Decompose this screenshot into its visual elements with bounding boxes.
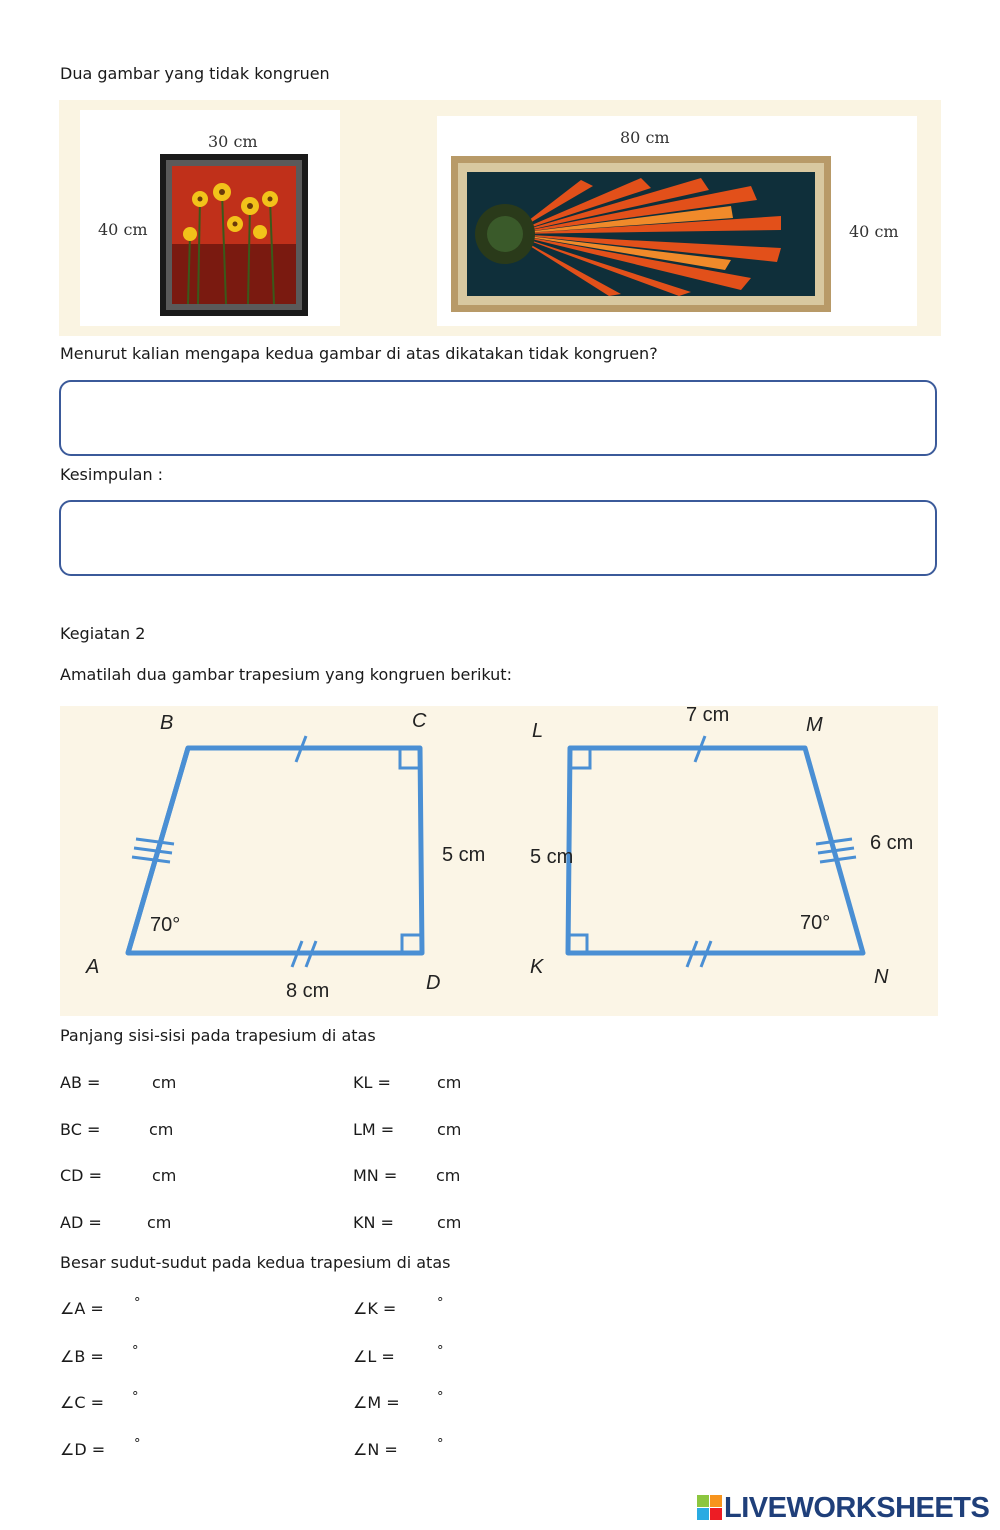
small-painting-card [80,110,340,326]
large-painting-width: 80 cm [620,128,670,147]
small-painting-height: 40 cm [98,220,148,239]
right-angle-d [402,935,421,953]
vertex-c: C [412,710,427,732]
logo-text: LIVEWORKSHEETS [724,1491,990,1524]
side-ad-unit: cm [147,1213,172,1232]
side-mn-unit: cm [436,1166,461,1185]
large-painting-height: 40 cm [849,222,899,241]
angle-a-unit: ° [134,1296,141,1311]
angles-heading: Besar sudut-sudut pada kedua trapesium di atas [60,1253,451,1272]
angle-n-field-label: ∠N = [353,1440,398,1459]
side-kn-unit: cm [437,1213,462,1232]
liveworksheets-logo [697,1490,989,1526]
side-bc-label: BC = [60,1120,101,1139]
large-painting-card [437,116,917,326]
side-cd-label: 5 cm [442,844,486,866]
conclusion-label: Kesimpulan : [60,465,164,484]
side-lm-unit: cm [437,1120,462,1139]
answer-field-reason[interactable] [59,380,937,456]
side-ab-label: AB = [60,1073,101,1092]
angle-m-unit: ° [437,1390,444,1405]
side-mn-label: 6 cm [870,832,914,854]
angle-d-unit: ° [134,1437,141,1452]
side-ad-label: 8 cm [286,980,330,1002]
side-kl-label: 5 cm [530,846,574,868]
angle-m-field-label: ∠M = [353,1393,400,1412]
angle-n-label: 70° [800,912,831,934]
side-kl-field-label: KL = [353,1073,391,1092]
side-ad-field-label: AD = [60,1213,102,1232]
angle-l-unit: ° [437,1344,444,1359]
side-bc-unit: cm [149,1120,174,1139]
sides-heading: Panjang sisi-sisi pada trapesium di atas [60,1026,376,1045]
side-mn-field-label: MN = [353,1166,398,1185]
vertex-m: M [806,714,823,736]
angle-c-unit: ° [132,1390,139,1405]
side-ab-unit: cm [152,1073,177,1092]
answer-field-conclusion[interactable] [59,500,937,576]
activity-title: Kegiatan 2 [60,624,146,643]
vertex-b: B [160,712,174,734]
right-angle-k [568,935,587,953]
angle-b-unit: ° [132,1344,139,1359]
angle-n-unit: ° [437,1437,444,1452]
right-angle-c [400,748,420,768]
trapezoid-diagram [60,706,938,1016]
side-cd-unit: cm [152,1166,177,1185]
vertex-d: D [426,972,441,994]
angle-c-field-label: ∠C = [60,1393,105,1412]
vertex-k: K [530,956,544,978]
vertex-l: L [532,720,544,742]
angle-a-label: 70° [150,914,181,936]
large-painting-image [451,156,831,312]
side-kn-field-label: KN = [353,1213,394,1232]
vertex-n: N [874,966,889,988]
right-angle-l [570,748,590,768]
section-heading: Dua gambar yang tidak kongruen [60,64,330,83]
angle-b-field-label: ∠B = [60,1347,104,1366]
activity-instruction: Amatilah dua gambar trapesium yang kongruen berikut: [60,665,512,684]
angle-d-field-label: ∠D = [60,1440,106,1459]
paintings-panel [59,100,941,336]
angle-k-unit: ° [437,1296,444,1311]
question-text: Menurut kalian mengapa kedua gambar di atas dikatakan tidak kongruen? [60,344,658,363]
side-cd-field-label: CD = [60,1166,102,1185]
angle-k-field-label: ∠K = [353,1299,397,1318]
small-painting-image [160,154,308,316]
angle-a-field-label: ∠A = [60,1299,104,1318]
liveworksheets-logo-icon [697,1495,723,1521]
vertex-a: A [86,956,100,978]
trapezoid-panel [60,706,938,1016]
small-painting-width: 30 cm [208,132,258,151]
side-kl-unit: cm [437,1073,462,1092]
side-lm-field-label: LM = [353,1120,395,1139]
side-lm-label: 7 cm [686,704,730,726]
angle-l-field-label: ∠L = [353,1347,395,1366]
